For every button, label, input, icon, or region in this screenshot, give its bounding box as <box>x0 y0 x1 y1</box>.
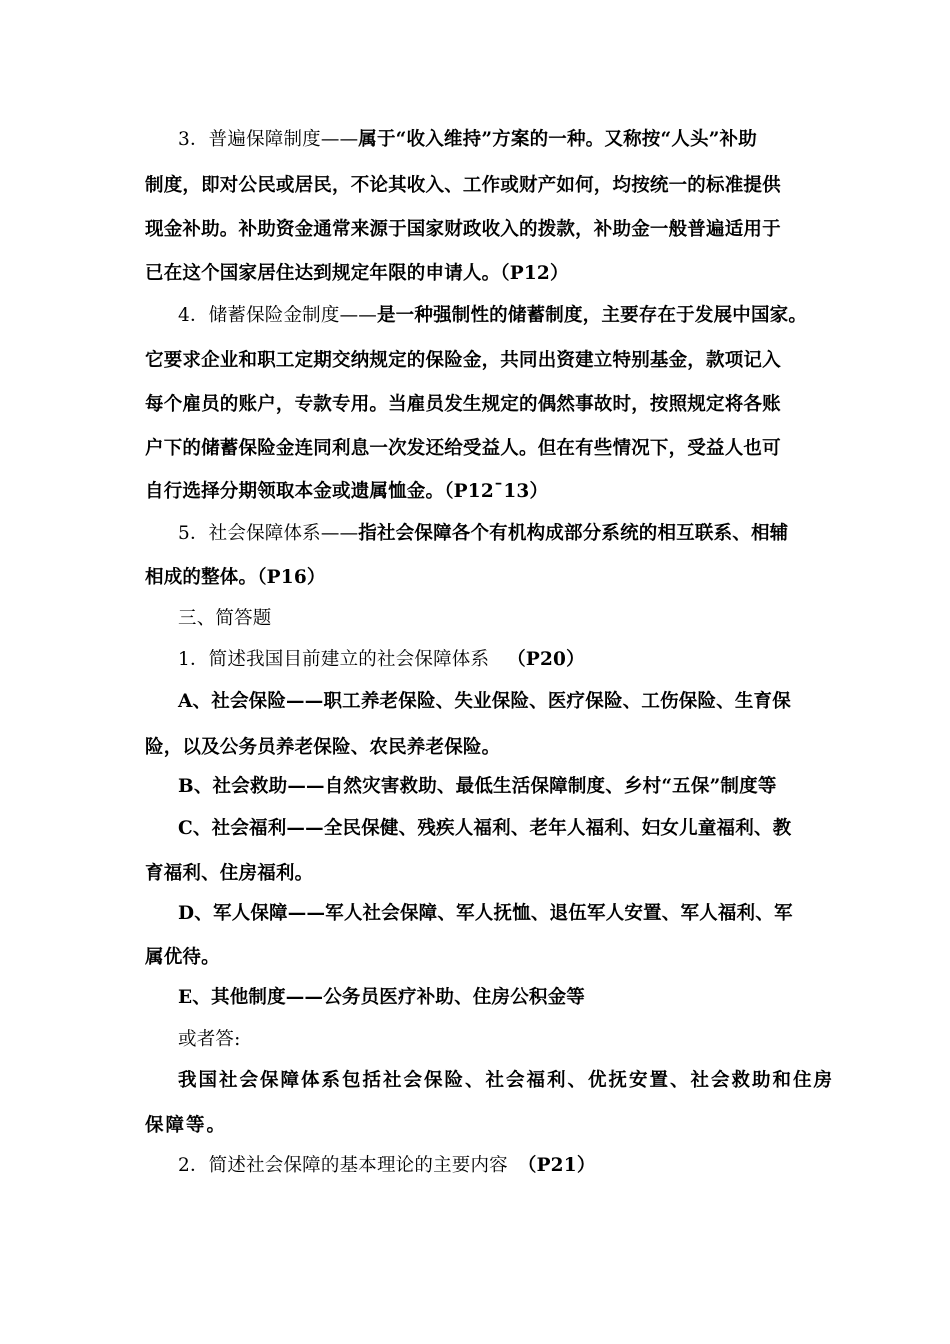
definition-5-line-1 <box>178 522 788 546</box>
answer-a-line-2: 险，以及公务员养老保险、农民养老保险。 <box>145 737 501 758</box>
answer-e-prefix: E、其他制度—— <box>178 987 324 1008</box>
definition-4-term: 4．储蓄保险金制度—— <box>178 305 377 326</box>
definition-3-text: 属于“收入维持”方案的一种。又称按“人头”补助 <box>358 129 757 150</box>
answer-a-line-1: A、社会保险——职工养老保险、失业保险、医疗保险、工伤保险、生育保 <box>178 691 791 712</box>
definition-5-term: 5．社会保障体系—— <box>178 523 359 544</box>
definition-3-line-2: 制度，即对公民或居民，不论其收入、工作或财产如何，均按统一的标准提供 <box>145 175 781 196</box>
question-2 <box>178 1154 596 1178</box>
definition-3-line-4: 已在这个国家居住达到规定年限的申请人。（P12） <box>145 263 569 284</box>
definition-4-line-5: 自行选择分期领取本金或遗属恤金。（P12¯13） <box>145 481 549 502</box>
definition-5-text: 指社会保障各个有机构成部分系统的相互联系、相辅 <box>358 523 789 544</box>
definition-3-line-1 <box>178 128 757 152</box>
answer-d-line-2: 属优待。 <box>145 947 220 968</box>
answer-c-line-2: 育福利、住房福利。 <box>145 863 314 884</box>
answer-c-line-1: C、社会福利——全民保健、残疾人福利、老年人福利、妇女儿童福利、教 <box>178 818 792 839</box>
alternative-answer-line-2: 保障等。 <box>145 1115 228 1136</box>
alternative-answer-label: 或者答: <box>178 1029 241 1050</box>
definition-3-term: 3．普遍保障制度—— <box>178 129 359 150</box>
definition-4-line-3: 每个雇员的账户，专款专用。当雇员发生规定的偶然事故时，按照规定将各账 <box>145 394 781 415</box>
answer-e-line-1 <box>178 986 585 1010</box>
definition-5-line-2: 相成的整体。（P16） <box>145 567 326 588</box>
question-2-text: 2．简述社会保障的基本理论的主要内容 <box>178 1155 508 1176</box>
definition-4-line-1 <box>178 304 807 328</box>
definition-3-line-3: 现金补助。补助资金通常来源于国家财政收入的拨款，补助金一般普遍适用于 <box>145 219 781 240</box>
alternative-answer-line-1: 我国社会保障体系包括社会保险、社会福利、优抚安置、社会救助和住房 <box>178 1070 835 1091</box>
definition-4-line-4: 户下的储蓄保险金连同利息一次发还给受益人。但在有些情况下，受益人也可 <box>145 438 781 459</box>
question-2-ref: （P21） <box>517 1155 596 1176</box>
definition-4-text: 是一种强制性的储蓄制度，主要存在于发展中国家。 <box>376 305 808 326</box>
question-1-ref: （P20） <box>507 649 585 670</box>
question-1-text: 1．简述我国目前建立的社会保障体系 <box>178 649 490 670</box>
definition-4-line-2: 它要求企业和职工定期交纳规定的保险金，共同出资建立特别基金，款项记入 <box>145 350 781 371</box>
answer-b-line-1: B、社会救助——自然灾害救助、最低生活保障制度、乡村“五保”制度等 <box>178 776 777 797</box>
answer-e-text: 公务员医疗补助、住房公积金等 <box>323 987 586 1008</box>
question-1 <box>178 648 585 672</box>
answer-d-line-1: D、军人保障——军人社会保障、军人抚恤、退伍军人安置、军人福利、军 <box>178 903 793 924</box>
section-heading: 三、简答题 <box>178 608 272 629</box>
